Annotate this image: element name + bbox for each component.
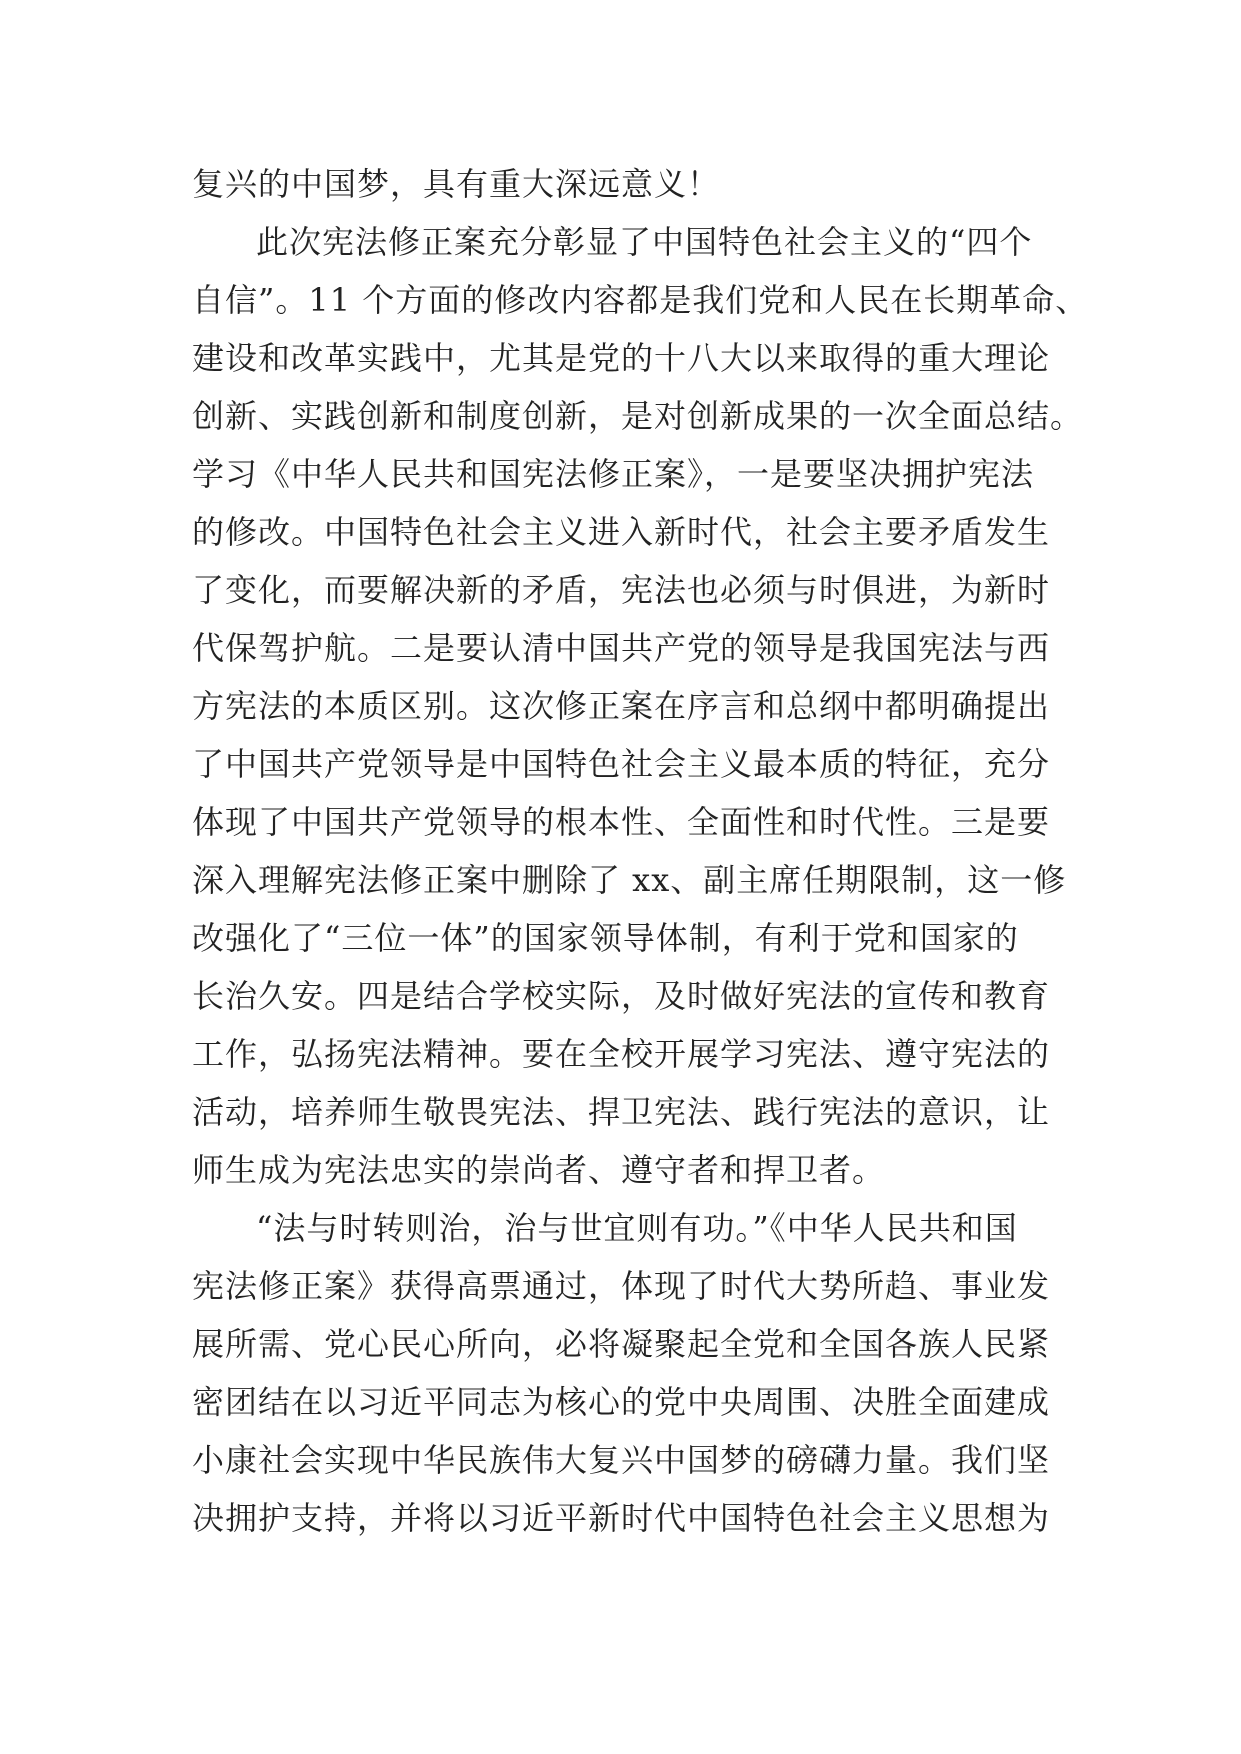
paragraph-1 (192, 155, 1072, 213)
paragraph-line: 宪法修正案》获得高票通过，体现了时代大势所趋、事业发 (192, 1267, 1051, 1305)
paragraph-line: 体现了中国共产党领导的根本性、全面性和时代性。三是要 (192, 803, 1051, 841)
paragraph-line: 自信”。11 个方面的修改内容都是我们党和人民在长期革命、 (192, 281, 1089, 319)
document-body (192, 155, 1089, 1547)
paragraph-line: 改强化了“三位一体”的国家领导体制，有利于党和国家的 (192, 919, 1019, 957)
paragraph-line: 展所需、党心民心所向，必将凝聚起全党和全国各族人民紧 (192, 1325, 1051, 1363)
paragraph-line: 创新、实践创新和制度创新，是对创新成果的一次全面总结。 (192, 397, 1084, 435)
paragraph-line: 密团结在以习近平同志为核心的党中央周围、决胜全面建成 (192, 1383, 1051, 1421)
paragraph-line: 工作，弘扬宪法精神。要在全校开展学习宪法、遵守宪法的 (192, 1035, 1051, 1073)
paragraph-line: 了中国共产党领导是中国特色社会主义最本质的特征，充分 (192, 745, 1051, 783)
paragraph-line: 复兴的中国梦，具有重大深远意义！ (192, 165, 721, 203)
paragraph-line: 师生成为宪法忠实的崇尚者、遵守者和捍卫者。 (192, 1151, 886, 1189)
paragraph-line: 的修改。中国特色社会主义进入新时代，社会主要矛盾发生 (192, 513, 1051, 551)
paragraph-line: 深入理解宪法修正案中删除了 xx、副主席任期限制，这一修 (192, 861, 1067, 899)
paragraph-line: 活动，培养师生敬畏宪法、捍卫宪法、践行宪法的意识，让 (192, 1093, 1051, 1131)
paragraph-line: 决拥护支持，并将以习近平新时代中国特色社会主义思想为 (192, 1499, 1051, 1537)
paragraph-line: 此次宪法修正案充分彰显了中国特色社会主义的“四个 (256, 223, 1033, 261)
paragraph-line: 学习《中华人民共和国宪法修正案》，一是要坚决拥护宪法 (192, 455, 1035, 493)
paragraph-line: 建设和改革实践中，尤其是党的十八大以来取得的重大理论 (192, 339, 1051, 377)
paragraph-2 (192, 213, 1089, 1199)
paragraph-line: 方宪法的本质区别。这次修正案在序言和总纲中都明确提出 (192, 687, 1051, 725)
paragraph-line: 了变化，而要解决新的矛盾，宪法也必须与时俱进，为新时 (192, 571, 1051, 609)
paragraph-line: 小康社会实现中华民族伟大复兴中国梦的磅礴力量。我们坚 (192, 1441, 1051, 1479)
paragraph-3 (192, 1199, 1072, 1547)
paragraph-line: 长治久安。四是结合学校实际，及时做好宪法的宣传和教育 (192, 977, 1051, 1015)
paragraph-line: 代保驾护航。二是要认清中国共产党的领导是我国宪法与西 (192, 629, 1051, 667)
paragraph-line: “法与时转则治，治与世宜则有功。”《中华人民共和国 (256, 1209, 1018, 1247)
